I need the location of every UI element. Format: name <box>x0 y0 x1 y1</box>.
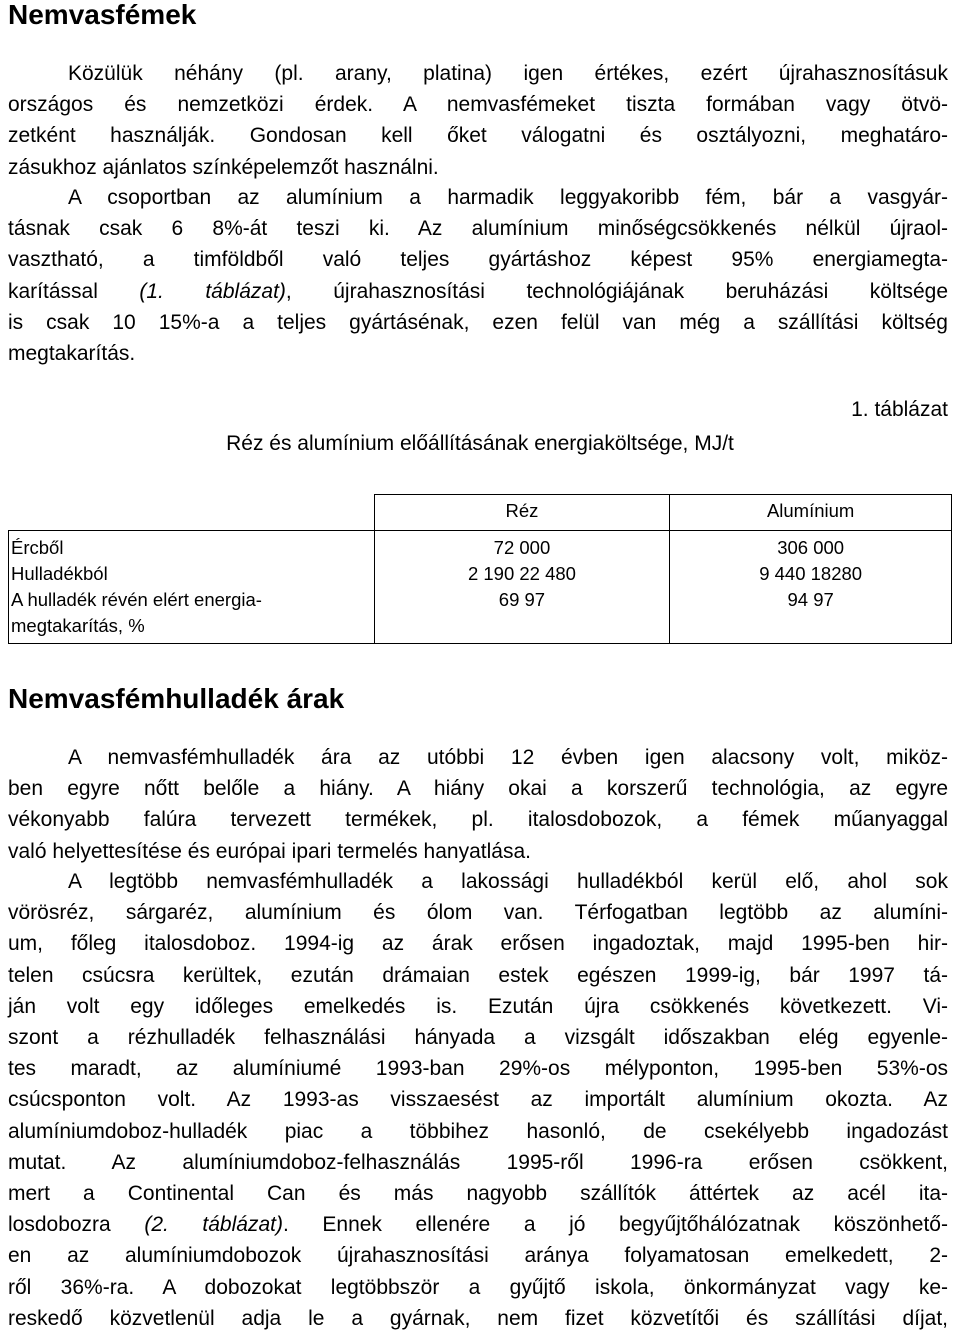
text-line: tes maradt, az alumíniumé 1993-ban 29%-os mélyponton, 1995-ben 53%-os <box>8 1057 948 1081</box>
text-line: mert a Continental Can és más nagyobb szállítók áttértek az acél ita- <box>8 1182 948 1206</box>
row-label: Hulladékból <box>11 563 108 584</box>
text-line: zetként használják. Gondosan kell őket válogatni és osztályozni, meghatáro- <box>8 124 948 148</box>
text-line: mutat. Az alumíniumdoboz-felhasználás 1995-ről 1996-ra erősen csökkent, <box>8 1150 948 1174</box>
table-caption: Réz és alumínium előállításának energiaköltsége, MJ/t <box>226 432 734 455</box>
row-label: A hulladék révén elért energia- <box>11 589 262 610</box>
table-cell-value: 306 000 <box>777 537 845 558</box>
table-row <box>9 531 952 644</box>
text-line: vörösréz, sárgaréz, alumínium és ólom van. Térfogatban legtöbb az alumíni- <box>8 901 948 925</box>
text-line: telen csúcsra kerültek, ezután drámaian estek egészen 1999-ig, bár 1997 tá- <box>8 963 948 987</box>
paragraph-household-scrap <box>8 866 948 1334</box>
text-line: ről 36%-ra. A dobozokat legtöbbször a gyűjtő iskola, önkormányzat vagy ke- <box>8 1275 948 1299</box>
text-line: A legtöbb nemvasfémhulladék a lakossági hulladékból kerül elő, ahol sok <box>68 870 948 893</box>
section-heading-prices: Nemvasfémhulladék árak <box>8 683 345 714</box>
text-line: is csak 10 15%-a a teljes gyártásénak, ezen felül van még a szállítási költség <box>8 310 948 334</box>
table-cell-value: 9 440 18280 <box>759 563 863 584</box>
text-line: szont a rézhulladék felhasználási hányada a vizsgált időszakban elég egyenle- <box>8 1026 948 1050</box>
text-line: reskedő közvetlenül adja le a gyárnak, nem fizet közvetítői és szállítási díjat, <box>8 1306 948 1330</box>
text-line: A csoportban az alumínium a harmadik leggyakoribb fém, bár a vasgyár- <box>68 186 948 209</box>
text-line: csúcsponton volt. Az 1993-as visszaesést az importált alumínium okozta. Az <box>8 1088 948 1112</box>
table-cell-value: 69 97 <box>498 589 546 610</box>
text-line: alumíniumdoboz-hulladék piac a többihez hasonló, de csekélyebb ingadozást <box>8 1119 948 1143</box>
aluminium-values-cell <box>670 531 952 644</box>
table-cell-value: 94 97 <box>787 589 834 610</box>
paragraph-aluminium <box>8 182 948 369</box>
paragraph-intro <box>8 58 948 183</box>
text-line: en az alumíniumdobozok újrahasznosítási aránya folyamatosan emelkedett, 2- <box>8 1244 948 1268</box>
text-line: tásnak csak 6 8%-át teszi ki. Az alumínium minőségcsökkenés nélkül újraol- <box>8 217 948 241</box>
column-header-rez: Réz <box>374 495 670 531</box>
text-line: zásukhoz ajánlatos színképelemzőt használni. <box>8 155 439 179</box>
text-line: való helyettesítése és európai ipari termelés hanyatlása. <box>8 839 531 863</box>
table-label: 1. táblázat <box>851 398 948 421</box>
rez-values-cell <box>374 531 670 644</box>
text-line: ben egyre nőtt belőle a hiány. A hiány okai a korszerű technológia, az egyre <box>8 777 948 801</box>
text-line: A nemvasfémhulladék ára az utóbbi 12 évben igen alacsony volt, miköz- <box>68 746 948 769</box>
text-line: vékonyabb falúra tervezett termékek, pl. italosdobozok, a fémek műanyaggal <box>8 808 948 832</box>
energy-cost-table <box>8 494 952 644</box>
table-header-row <box>9 495 952 531</box>
table-reference: (2. táblázat) <box>144 1213 283 1237</box>
text-line: karítással (1. táblázat), újrahasznosítási technológiájának beruházási költsége <box>8 279 949 303</box>
text-line: vasztható, a timföldből való teljes gyártáshoz képest 95% energiamegta- <box>8 248 948 272</box>
table-reference: (1. táblázat) <box>139 279 286 303</box>
text-line: Közülük néhány (pl. arany, platina) igen értékes, ezért újrahasznosításuk <box>68 62 948 85</box>
paragraph-scrap-prices <box>8 742 948 867</box>
row-labels-cell <box>9 531 375 644</box>
table-cell-value: 2 190 22 480 <box>467 563 576 584</box>
text-line: országos és nemzetközi érdek. A nemvasfémeket tiszta formában vagy ötvö- <box>8 93 948 117</box>
text-line: ján volt egy időleges emelkedés is. Ezután újra csökkenés következett. Vi- <box>8 994 948 1018</box>
text-line: um, főleg italosdoboz. 1994-ig az árak erősen ingadoztak, majd 1995-ben hir- <box>8 932 948 956</box>
table-cell-value: 72 000 <box>493 537 551 558</box>
table-corner-cell <box>9 495 375 531</box>
row-label: Ércből <box>11 537 64 558</box>
row-label: megtakarítás, % <box>11 615 145 636</box>
column-header-aluminium: Alumínium <box>670 495 952 531</box>
text-line: losdobozra (2. táblázat). Ennek ellenére a jó begyűjtőhálózatnak köszönhető- <box>8 1213 948 1237</box>
text-line: megtakarítás. <box>8 342 136 366</box>
section-heading-nemvasfemek: Nemvasfémek <box>8 0 197 30</box>
